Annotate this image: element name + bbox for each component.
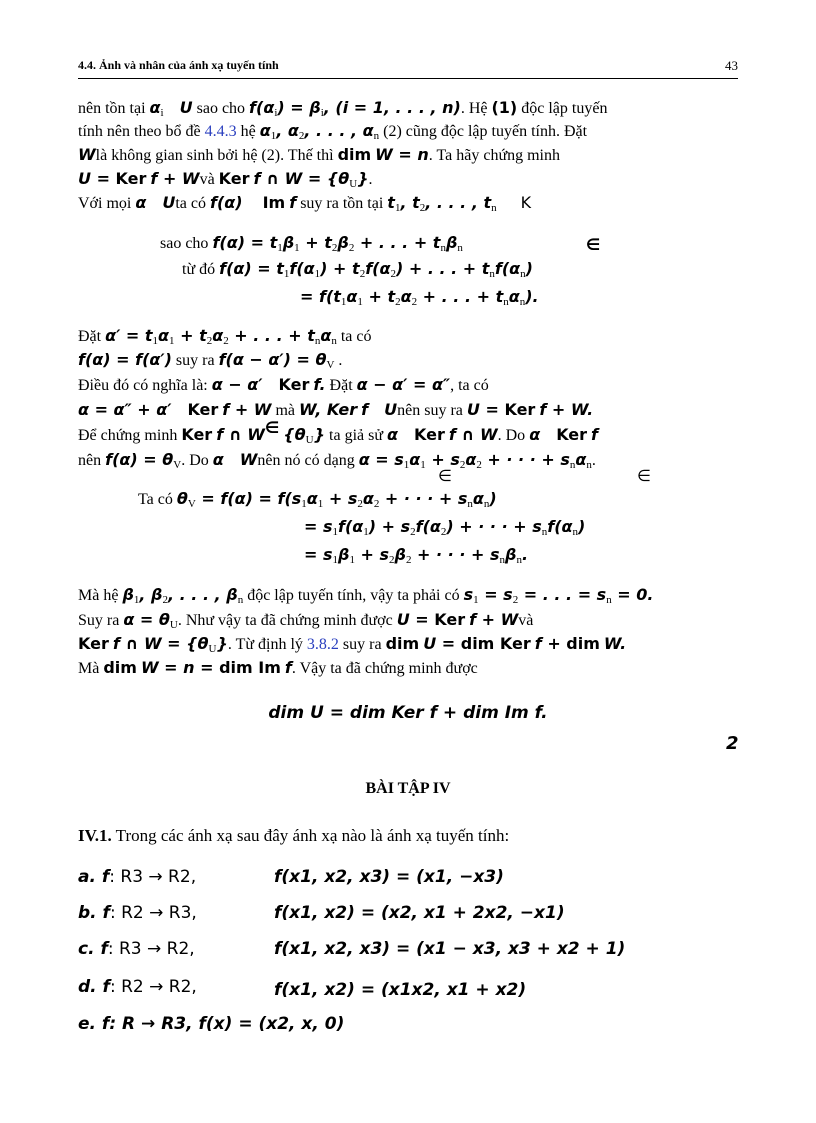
- proof-line-9: α = α″ + α′ Ker f + W mà W, Ker f Unên suy ra U = Ker f + W.: [78, 400, 594, 419]
- eq-continue-3: = s1β1 + s2β2 + · · · + snβn.: [304, 545, 529, 566]
- in-symbol-2: ∈: [637, 466, 651, 485]
- eq-sao-cho: sao cho f(α) = t1β1 + t2β2 + . . . + tnβn ∈: [160, 233, 601, 254]
- in-symbol-1: ∈: [438, 466, 452, 485]
- proof-line-6: Đặt α′ = t1α1 + t2α2 + . . . + tnαn ta có: [78, 326, 372, 347]
- exercise-intro-text: Trong các ánh xạ sau đây ánh xạ nào là ánh xạ tuyến tính:: [115, 826, 510, 845]
- exercise-item-b: b. f: R2 → R3, f(x1, x2) = (x2, x1 + 2x2, −x1): [78, 903, 565, 923]
- proof-line-10: Để chứng minh Ker f ∩ W∈ {θU} ta giả sử α Ker f ∩ W. Do α Ker f: [78, 418, 599, 446]
- running-header: [78, 58, 738, 76]
- header-rule: [78, 78, 738, 79]
- exercise-intro: [78, 826, 509, 846]
- exercise-item-e: e. f: R → R3, f(x) = (x2, x, 0): [78, 1014, 345, 1034]
- ref-lemma-4-4-3[interactable]: 4.4.3: [204, 123, 237, 140]
- qed-mark: 2: [726, 733, 739, 754]
- proof-line-7: f(α) = f(α′) suy ra f(α − α′) = θV .: [78, 350, 343, 371]
- proof-line-15: Mà dim W = n = dim Im f. Vậy ta đã chứng minh được: [78, 658, 478, 677]
- page-number: 43: [725, 58, 738, 73]
- exercise-item-a: a. f: R3 → R2, f(x1, x2, x3) = (x1, −x3): [78, 867, 504, 887]
- ref-theorem-3-8-2[interactable]: 3.8.2: [306, 636, 339, 653]
- proof-line-12: Mà hệ β1, β2, . . . , βn độc lập tuyến tính, vậy ta phải có s1 = s2 = . . . = sn = 0.: [78, 585, 654, 606]
- proof-line-8: Điều đó có nghĩa là: α − α′ Ker f. Đặt α − α′ = α″, ta có: [78, 375, 489, 394]
- header-title: 4.4. Ảnh và nhân của ánh xạ tuyến tính: [78, 58, 279, 72]
- eq-continue-1: = f(t1α1 + t2α2 + . . . + tnαn).: [300, 287, 539, 308]
- proof-line-2: tính nên theo bổ đề 4.4.3 hệ α1, α2, . . . , αn (2) cũng độc lập tuyến tính. Đặt: [78, 121, 588, 142]
- exercise-item-d: d. f: R2 → R2, f(x1, x2) = (x1x2, x1 + x2): [78, 977, 527, 1000]
- eq-continue-2: = s1f(α1) + s2f(α2) + · · · + snf(αn): [304, 517, 586, 538]
- exercise-item-c: c. f: R3 → R2, f(x1, x2, x3) = (x1 − x3, x3 + x2 + 1): [78, 939, 626, 959]
- proof-line-5: Với mọi α Uta có f(α) Im f suy ra tồn tại t1, t2, . . . , tn K: [78, 193, 532, 214]
- proof-line-13: Suy ra α = θU. Như vậy ta đã chứng minh được U = Ker f + Wvà: [78, 610, 534, 631]
- proof-line-11: nên f(α) = θV. Do α Wnên nó có dạng α = s1α1 + s2α2 + · · · + snαn.: [78, 450, 596, 471]
- proof-line-4: U = Ker f + Wvà Ker f ∩ W = {θU}.: [78, 169, 373, 190]
- proof-line-14: Ker f ∩ W = {θU}. Từ định lý 3.8.2 suy ra dim U = dim Ker f + dim W.: [78, 634, 627, 655]
- final-equation: dim U = dim Ker f + dim Im f.: [268, 703, 548, 723]
- proof-line-1: nên tồn tại αi U sao cho f(αi) = βi, (i = 1, . . . , n). Hệ (1) độc lập tuyến: [78, 98, 608, 119]
- section-title: BÀI TẬP IV: [365, 780, 451, 797]
- eq-tu-do: từ đó f(α) = t1f(α1) + t2f(α2) + . . . + tnf(αn): [182, 259, 533, 280]
- proof-line-3: Wlà không gian sinh bởi hệ (2). Thế thì dim W = n. Ta hãy chứng minh: [78, 145, 560, 164]
- eq-ta-co: Ta có θV = f(α) = f(s1α1 + s2α2 + · · · + snαn): [138, 489, 497, 510]
- exercise-label: IV.1.: [78, 826, 112, 845]
